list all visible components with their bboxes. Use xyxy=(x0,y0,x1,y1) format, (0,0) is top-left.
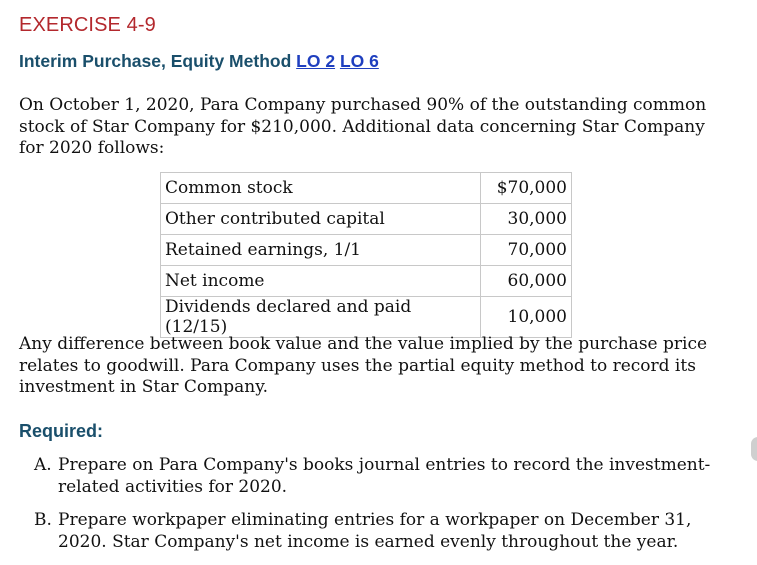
item-letter: A. xyxy=(34,455,52,475)
item-text: Prepare workpaper eliminating entries for a workpaper on December 31, 2020. Star Company's net income is earned evenly throughout the year. xyxy=(58,510,692,552)
required-item-a xyxy=(34,455,724,498)
row-value: 30,000 xyxy=(481,204,572,235)
star-company-data-table xyxy=(160,172,572,338)
row-label: Other contributed capital xyxy=(161,204,481,235)
required-item-b xyxy=(34,510,724,553)
scroll-handle[interactable] xyxy=(751,437,757,461)
required-heading: Required: xyxy=(19,421,104,441)
row-label: Common stock xyxy=(161,173,481,204)
row-value: 60,000 xyxy=(481,266,572,297)
item-text: Prepare on Para Company's books journal entries to record the investment-related activities for 2020. xyxy=(58,455,711,497)
row-value: 10,000 xyxy=(481,297,572,338)
exercise-subtitle xyxy=(19,51,379,72)
table-row xyxy=(161,204,572,235)
table-row xyxy=(161,173,572,204)
table-row xyxy=(161,297,572,338)
row-label: Retained earnings, 1/1 xyxy=(161,235,481,266)
row-value: 70,000 xyxy=(481,235,572,266)
row-label: Net income xyxy=(161,266,481,297)
intro-paragraph: On October 1, 2020, Para Company purchased 90% of the outstanding common stock of Star Company for $210,000. Additional data concerning Star Company for 2020 follows: xyxy=(19,95,707,158)
lo-6-link[interactable]: LO 6 xyxy=(339,51,379,71)
item-letter: B. xyxy=(34,510,52,530)
followup-paragraph: Any difference between book value and the value implied by the purchase price relates to goodwill. Para Company uses the partial equity method to record its investment in Star Company. xyxy=(19,334,708,397)
table-row xyxy=(161,235,572,266)
subtitle-text: Interim Purchase, Equity Method xyxy=(19,51,292,71)
row-label: Dividends declared and paid (12/15) xyxy=(161,297,481,338)
row-value: $70,000 xyxy=(481,173,572,204)
lo-2-link[interactable]: LO 2 xyxy=(296,51,336,71)
table-row xyxy=(161,266,572,297)
exercise-title: EXERCISE 4-9 xyxy=(19,14,156,36)
